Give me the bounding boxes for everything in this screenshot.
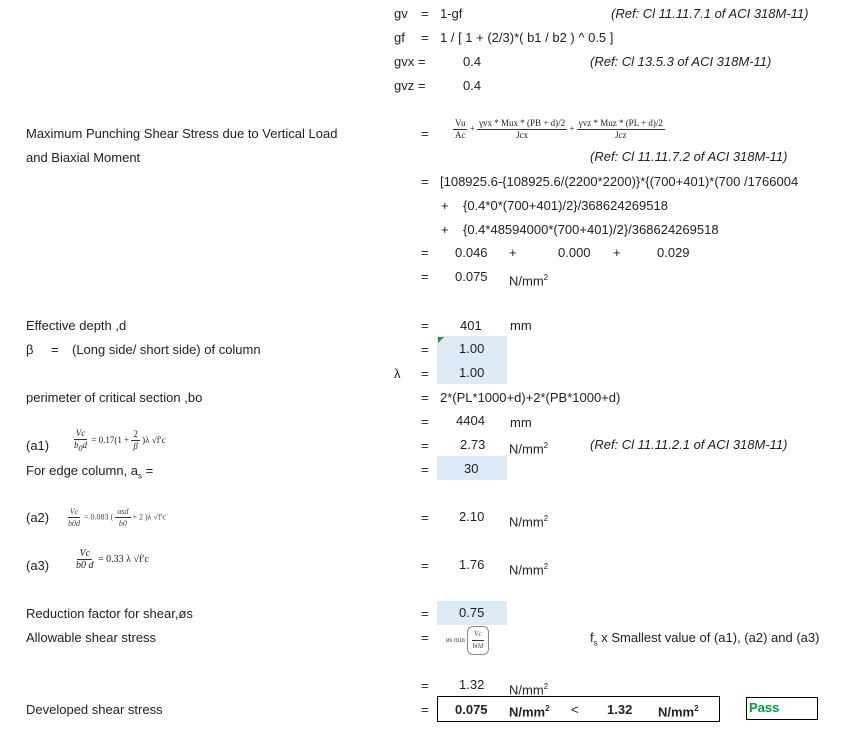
punching-formula: $\frac{Vu}{Ac}$ + $\frac{\text{γvx * Mux * (PB + d)/2}}{\text{Jcx}}$ + $\frac{\text{γvz * Muz * (PL + d)/2}}{\text{Jcz}}$ [455,118,663,140]
gv-label: gv [394,6,408,21]
a3-label: (a3) [26,558,50,573]
developed-unit: $N/mm^2$ [509,704,550,720]
depth-eq: = [421,318,429,333]
developed-label: Developed shear stress [26,702,163,717]
beta-label-sym: β [26,342,34,357]
punching-line3: {0.4*48594000*(700+401)/2}/368624269518 [463,222,719,237]
gvx-value: 0.4 [463,54,482,69]
perimeter-value-eq: = [421,414,429,429]
punching-label-line2: and Biaxial Moment [26,150,141,165]
developed-value: 0.075 [455,702,488,717]
gf-expr: 1 / [ 1 + (2/3)*( b1 / b2 ) ^ 0.5 ] [440,30,614,45]
punching-terms-eq: = [421,245,429,260]
a1-formula: $\frac{Vc}{b_0d}$ = 0.17(1 + $\frac{2}{\beta}$ )λ √f′c [74,428,166,453]
reduction-eq: = [421,606,429,621]
perimeter-value: 4404 [456,413,485,428]
punching-term-plus1: + [509,245,517,260]
lambda-label: λ [394,366,401,381]
punching-line2-plus: + [441,198,449,213]
a1-eq: = [421,438,429,453]
status-badge: Pass [746,697,818,720]
developed-compare: < [571,702,579,717]
beta-label-eq: = [51,342,59,357]
a1-value: 2.73 [460,437,486,452]
gv-ref: (Ref: Cl 11.11.7.1 of ACI 318M-11) [611,6,809,21]
a1-unit: $N/mm^2$ [509,441,549,457]
punching-label-line1: Maximum Punching Shear Stress due to Vertical Load [26,126,338,141]
allowable-label: Allowable shear stress [26,630,157,645]
punching-total-unit: $N/mm^2$ [509,273,549,289]
developed-allow-unit: $N/mm^2$ [658,704,699,720]
allowable-eq: = [421,630,429,645]
gvz-value: 0.4 [463,78,482,93]
a3-unit: $N/mm^2$ [509,562,549,578]
punching-line1: [108925.6-{108925.6/(2200*2200)}*{(700+401)*(700 /1766004 [440,174,799,189]
a2-formula: $\frac{Vc}{b0d}$ = 0.083 ( $\frac{\text{αsd}}{b0}$ + 2 )λ √f′c [68,507,166,528]
a3-value: 1.76 [459,557,485,572]
edge-label: For edge column, $a_s$ = [26,463,154,481]
gf-label: gf [394,30,405,45]
punching-ref: (Ref: Cl 11.11.7.2 of ACI 318M-11) [590,149,788,164]
punching-term2: 0.000 [558,245,591,260]
reduction-label: Reduction factor for shear,øs [26,606,193,621]
reduction-value: 0.75 [459,605,485,620]
allowable-formula: øs min $\frac{Vc}{b0d}$ [446,626,489,655]
gv-eq: = [421,6,429,21]
a1-label: (a1) [26,438,50,453]
a2-eq: = [421,510,429,525]
perimeter-label: perimeter of critical section ,bo [26,390,203,405]
depth-unit: mm [510,318,532,333]
gf-eq: = [421,30,429,45]
allowable-value-eq: = [421,678,429,693]
allowable-unit: $N/mm^2$ [509,682,549,698]
punching-eq: = [421,126,429,141]
gv-expr: 1-gf [440,6,463,21]
punching-total-eq: = [421,269,429,284]
a2-label: (a2) [26,510,50,525]
punching-term1: 0.046 [455,245,488,260]
lambda-value: 1.00 [459,365,485,380]
a3-formula: $\frac{Vc}{b0 d}$ = 0.33 λ √f′c [76,548,149,571]
perimeter-unit: mm [510,415,532,430]
depth-label: Effective depth ,d [26,318,127,333]
edge-eq: = [421,462,429,477]
punching-line2: {0.4*0*(700+401)/2}/368624269518 [463,198,668,213]
developed-eq: = [421,702,429,717]
perimeter-formula: 2*(PL*1000+d)+2*(PB*1000+d) [440,390,621,405]
a2-value: 2.10 [459,509,485,524]
beta-eq: = [421,342,429,357]
punching-line1-eq: = [421,174,429,189]
perimeter-eq: = [421,390,429,405]
edge-value: 30 [464,461,479,476]
allowable-note: $f_s$ x Smallest value of (a1), (a2) and (a3) [590,630,820,648]
developed-allow-value: 1.32 [607,702,633,717]
a3-eq: = [421,558,429,573]
gvx-ref: (Ref: Cl 13.5.3 of ACI 318M-11) [590,54,772,69]
beta-label-text: (Long side/ short side) of column [72,342,261,357]
comment-marker [438,337,444,343]
punching-line3-plus: + [441,222,449,237]
lambda-eq: = [421,366,429,381]
gvz-label: gvz = [394,78,426,93]
punching-total: 0.075 [455,269,488,284]
a1-ref: (Ref: Cl 11.11.2.1 of ACI 318M-11) [590,437,788,452]
punching-term-plus2: + [613,245,621,260]
beta-value: 1.00 [459,341,485,356]
a2-unit: $N/mm^2$ [509,514,549,530]
punching-term3: 0.029 [657,245,690,260]
allowable-value: 1.32 [459,677,485,692]
gvx-label: gvx = [394,54,426,69]
depth-value: 401 [460,318,482,333]
